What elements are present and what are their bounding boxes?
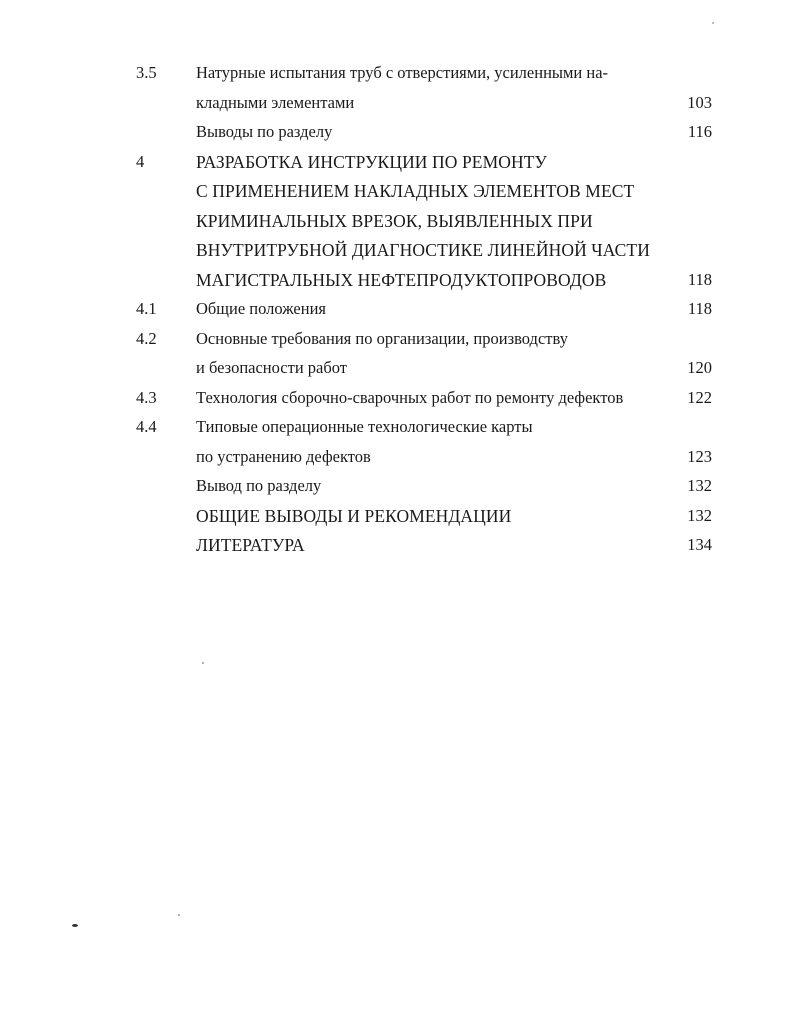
toc-line [0,531,798,559]
toc-page-number: 134 [687,535,712,554]
toc-line [0,325,798,353]
toc-entry-title: Общие положения [196,299,326,318]
toc-line [0,207,798,235]
toc-page-number: 103 [687,92,712,112]
scan-speck [712,22,714,24]
scan-speck [202,662,204,664]
toc-entry-title: и безопасности работ [196,358,347,377]
toc-line [0,89,798,117]
toc-entry-number: 4.3 [136,387,157,407]
toc-line [0,236,798,264]
toc-entry-title: Выводы по разделу [196,122,333,141]
toc-line [0,354,798,382]
toc-entry-title: ЛИТЕРАТУРА [196,535,305,555]
toc-page-number: 120 [687,358,712,377]
toc-line [0,266,798,294]
toc-entry-number: 4 [136,151,145,171]
toc-line [0,295,798,323]
toc-page-number: 118 [687,299,712,318]
toc-entry-title: Типовые операционные технологические карты [196,417,533,436]
scan-speck [178,914,180,916]
scan-speck [72,924,78,927]
toc-line [0,413,798,441]
toc-entry-title: по устранению дефектов [196,446,371,466]
toc-entry-title: РАЗРАБОТКА ИНСТРУКЦИИ ПО РЕМОНТУ [196,151,548,172]
toc-entry-number: 4.2 [136,328,157,348]
toc-entry-title: Технология сборочно-сварочных работ по ремонту дефектов [196,387,624,407]
toc-page-number: 116 [687,122,712,141]
toc-page-number: 123 [687,446,712,466]
toc-entry-title: ОБЩИЕ ВЫВОДЫ И РЕКОМЕНДАЦИИ [196,505,512,526]
toc-line [0,177,798,205]
toc-entry-number: 3.5 [136,63,157,82]
toc-entry-title: Основные требования по организации, производству [196,328,568,348]
toc-page-number: 132 [687,505,712,525]
toc-line [0,472,798,500]
toc-entry-title: кладными элементами [196,92,355,112]
toc-entry-title: Вывод по разделу [196,476,322,495]
toc-line [0,384,798,412]
toc-entry-title: Натурные испытания труб с отверстиями, усиленными на- [196,63,609,82]
toc-entry-number: 4.4 [136,417,157,436]
toc-entry-title: КРИМИНАЛЬНЫХ ВРЕЗОК, ВЫЯВЛЕННЫХ ПРИ [196,210,593,231]
toc-line [0,118,798,146]
toc-entry-title: С ПРИМЕНЕНИЕМ НАКЛАДНЫХ ЭЛЕМЕНТОВ МЕСТ [196,181,635,201]
toc-entry-title: МАГИСТРАЛЬНЫХ НЕФТЕПРОДУКТОПРОВОДОВ [196,269,607,290]
toc-page-number: 132 [687,476,712,495]
toc-entry-title: ВНУТРИТРУБНОЙ ДИАГНОСТИКЕ ЛИНЕЙНОЙ ЧАСТИ [196,240,650,260]
toc-page-number: 118 [687,269,712,289]
toc-line [0,59,798,87]
toc-line [0,148,798,176]
toc-line [0,443,798,471]
toc-entry-number: 4.1 [136,299,157,318]
toc-page-number: 122 [687,387,712,407]
toc-line [0,502,798,530]
